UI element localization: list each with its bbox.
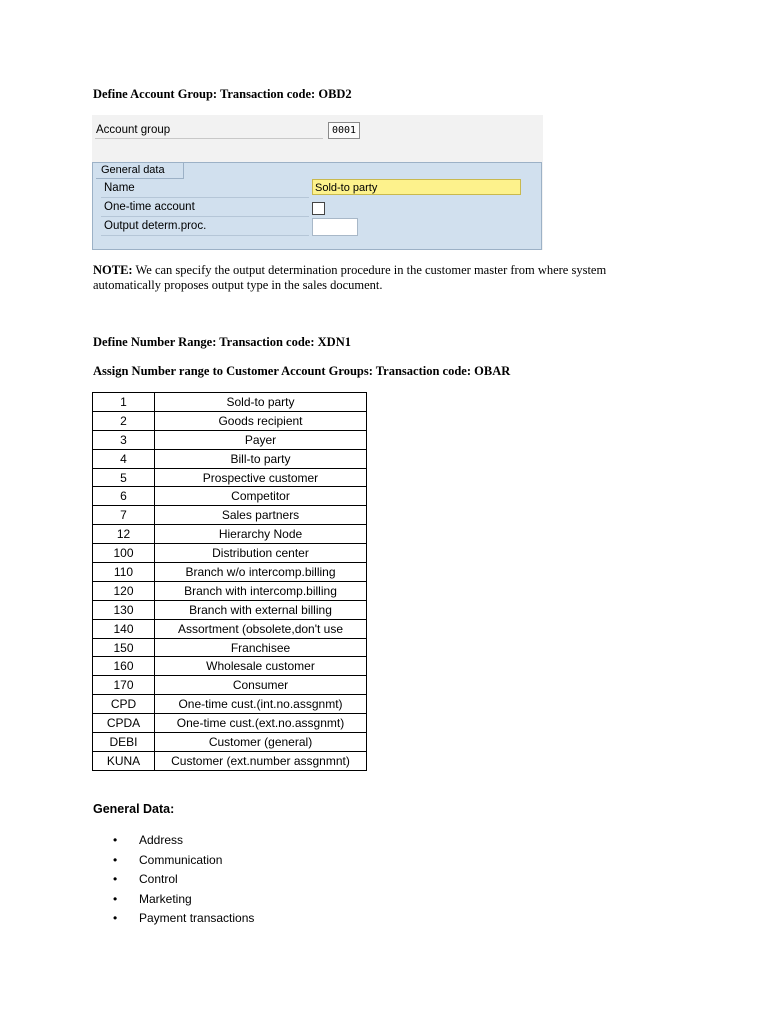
onetime-row-divider (101, 216, 309, 217)
account-group-description: Assortment (obsolete,don't use (155, 619, 367, 638)
account-group-description: Customer (general) (155, 733, 367, 752)
list-item-label: Address (139, 833, 184, 847)
bullet-icon: • (113, 833, 118, 847)
number-range-code: 140 (93, 619, 155, 638)
table-row (93, 581, 367, 600)
account-group-description: Payer (155, 430, 367, 449)
account-group-description: Consumer (155, 676, 367, 695)
sap-account-group-screen (92, 115, 543, 250)
table-row (93, 563, 367, 582)
general-data-title: General Data: (93, 802, 175, 816)
table-row (93, 468, 367, 487)
number-range-code: 2 (93, 411, 155, 430)
list-item (0, 831, 254, 851)
note-text: We can specify the output determination procedure in the customer master from where system automatically proposes output type in the sales document. (93, 263, 607, 292)
account-group-description: Branch with external billing (155, 600, 367, 619)
number-range-code: 100 (93, 544, 155, 563)
output-determ-field[interactable] (312, 218, 358, 236)
list-item-label: Payment transactions (139, 911, 255, 926)
list-item (0, 851, 254, 871)
table-row (93, 430, 367, 449)
number-range-code: KUNA (93, 751, 155, 770)
list-item-label: Marketing (139, 891, 192, 906)
onetime-account-checkbox[interactable] (312, 202, 325, 215)
account-group-description: Bill-to party (155, 449, 367, 468)
table-row (93, 506, 367, 525)
number-range-code: CPDA (93, 714, 155, 733)
account-group-description: One-time cust.(ext.no.assgnmt) (155, 714, 367, 733)
list-item-label: Control (139, 872, 178, 887)
general-data-list (0, 831, 254, 929)
account-group-description: Prospective customer (155, 468, 367, 487)
account-group-description: Branch with intercomp.billing (155, 581, 367, 600)
account-group-description: Distribution center (155, 544, 367, 563)
number-range-code: 120 (93, 581, 155, 600)
heading-number-range: Define Number Range: Transaction code: XDN1 (93, 335, 351, 349)
number-range-code: 150 (93, 638, 155, 657)
table-row (93, 449, 367, 468)
output-row-divider (101, 235, 309, 236)
table-row (93, 733, 367, 752)
table-row (93, 714, 367, 733)
list-item (0, 909, 254, 929)
name-field[interactable]: Sold-to party (312, 179, 521, 195)
general-data-group (92, 162, 542, 250)
table-row (93, 695, 367, 714)
table-row (93, 487, 367, 506)
number-range-code: 160 (93, 657, 155, 676)
account-group-description: Franchisee (155, 638, 367, 657)
number-range-code: 1 (93, 393, 155, 412)
number-range-code: 130 (93, 600, 155, 619)
table-row (93, 676, 367, 695)
list-item-label: Communication (139, 852, 223, 867)
name-label: Name (104, 182, 135, 194)
table-row (93, 638, 367, 657)
output-determ-label: Output determ.proc. (104, 220, 207, 232)
table-row (93, 619, 367, 638)
note-paragraph (93, 263, 653, 293)
account-group-description: Sales partners (155, 506, 367, 525)
account-group-description: Customer (ext.number assgnmnt) (155, 751, 367, 770)
bullet-icon: • (113, 911, 118, 926)
table-row (93, 600, 367, 619)
number-range-code: CPD (93, 695, 155, 714)
number-range-code: 170 (93, 676, 155, 695)
heading-account-group: Define Account Group: Transaction code: OBD2 (93, 87, 352, 101)
number-range-code: 6 (93, 487, 155, 506)
note-label: NOTE: (93, 263, 133, 277)
number-range-code: 4 (93, 449, 155, 468)
number-range-code: DEBI (93, 733, 155, 752)
list-item (0, 890, 254, 910)
table-row (93, 393, 367, 412)
account-group-field[interactable]: 0001 (328, 122, 360, 139)
onetime-account-label: One-time account (104, 201, 195, 213)
number-range-code: 110 (93, 563, 155, 582)
account-group-description: Hierarchy Node (155, 525, 367, 544)
general-data-tab: General data (96, 163, 184, 179)
table-row (93, 411, 367, 430)
table-row (93, 751, 367, 770)
number-range-code: 7 (93, 506, 155, 525)
bullet-icon: • (113, 852, 118, 867)
account-group-description: One-time cust.(int.no.assgnmt) (155, 695, 367, 714)
name-row-divider (101, 197, 309, 198)
number-range-code: 12 (93, 525, 155, 544)
number-range-table (92, 392, 367, 771)
list-item (0, 870, 254, 890)
number-range-code: 3 (93, 430, 155, 449)
table-row (93, 525, 367, 544)
account-group-description: Sold-to party (155, 393, 367, 412)
account-group-description: Branch w/o intercomp.billing (155, 563, 367, 582)
account-group-description: Competitor (155, 487, 367, 506)
table-row (93, 544, 367, 563)
account-group-description: Wholesale customer (155, 657, 367, 676)
bullet-icon: • (113, 891, 118, 906)
account-group-description: Goods recipient (155, 411, 367, 430)
bullet-icon: • (113, 872, 118, 887)
account-group-underline (95, 138, 323, 139)
table-row (93, 657, 367, 676)
account-group-label: Account group (96, 124, 171, 136)
heading-assign-number-range: Assign Number range to Customer Account Groups: Transaction code: OBAR (93, 364, 511, 378)
number-range-code: 5 (93, 468, 155, 487)
